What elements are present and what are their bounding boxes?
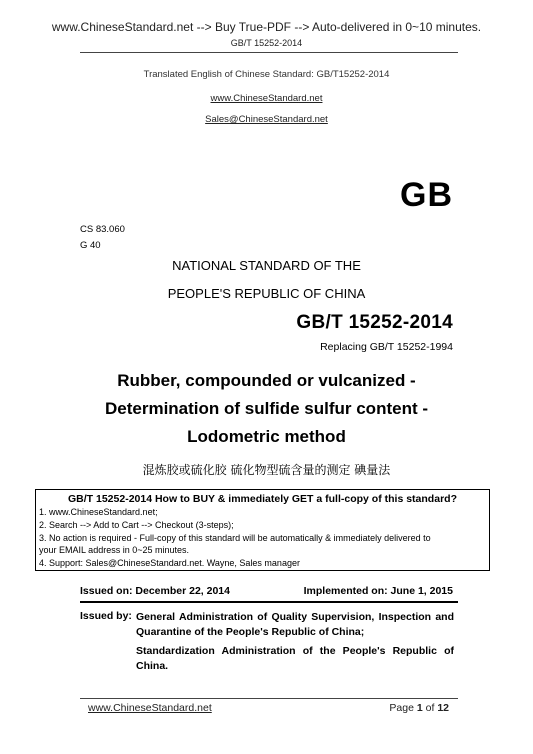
issuing-org-2: Standardization Administration of the People's Republic of China. (136, 645, 454, 672)
chinese-title: 混炼胶或硫化胶 硫化物型硫含量的测定 碘量法 (142, 463, 391, 477)
email-link-row (0, 109, 533, 127)
website-link[interactable]: www.ChineseStandard.net (210, 93, 323, 104)
buy-step-3: 3. No action is required - Full-copy of this standard will be automatically & immediately delivered to (39, 533, 431, 543)
page-prefix: Page (389, 702, 417, 714)
footer-divider (80, 698, 458, 699)
page-of: of (422, 702, 438, 714)
website-link-row (0, 88, 533, 106)
page-indicator (389, 702, 449, 714)
buy-step-3-cont: your EMAIL address in 0~25 minutes. (39, 545, 189, 555)
implemented-on-date: Implemented on: June 1, 2015 (303, 585, 453, 597)
ccs-code: G 40 (80, 240, 101, 251)
translated-note: Translated English of Chinese Standard: GB/T15252-2014 (143, 69, 390, 80)
dates-divider (80, 601, 458, 603)
national-standard-line2: PEOPLE'S REPUBLIC OF CHINA (167, 286, 366, 301)
footer-website-link[interactable]: www.ChineseStandard.net (88, 702, 212, 714)
issued-on-date: Issued on: December 22, 2014 (80, 585, 230, 597)
title-line1: Rubber, compounded or vulcanized - (117, 371, 416, 390)
buy-step-1: 1. www.ChineseStandard.net; (39, 507, 158, 517)
email-link[interactable]: Sales@ChineseStandard.net (205, 114, 328, 125)
header-doc-code: GB/T 15252-2014 (230, 38, 303, 48)
top-banner: www.ChineseStandard.net --> Buy True-PDF --> Auto-delivered in 0~10 minutes. (51, 20, 482, 34)
national-standard-line1: NATIONAL STANDARD OF THE (172, 258, 361, 273)
gb-mark: GB (400, 176, 453, 214)
issuing-org-1: General Administration of Quality Supervision, Inspection and Quarantine of the People's Republic of China; (136, 611, 454, 638)
ics-code: CS 83.060 (80, 224, 125, 235)
standard-number: GB/T 15252-2014 (296, 312, 453, 333)
page-current: 1 (416, 702, 423, 714)
replacing-note: Replacing GB/T 15252-1994 (320, 341, 453, 353)
page-total: 12 (437, 702, 449, 714)
buy-box (35, 489, 490, 571)
buy-box-title: GB/T 15252-2014 How to BUY & immediately GET a full-copy of this standard? (68, 493, 457, 505)
header-divider (80, 52, 458, 53)
buy-step-4: 4. Support: Sales@ChineseStandard.net. Wayne, Sales manager (39, 558, 300, 568)
buy-step-2: 2. Search --> Add to Cart --> Checkout (3-steps); (39, 520, 234, 530)
issued-by-label: Issued by: (80, 610, 132, 622)
title-line2: Determination of sulfide sulfur content - (104, 399, 428, 418)
title-line3: Lodometric method (187, 427, 346, 446)
